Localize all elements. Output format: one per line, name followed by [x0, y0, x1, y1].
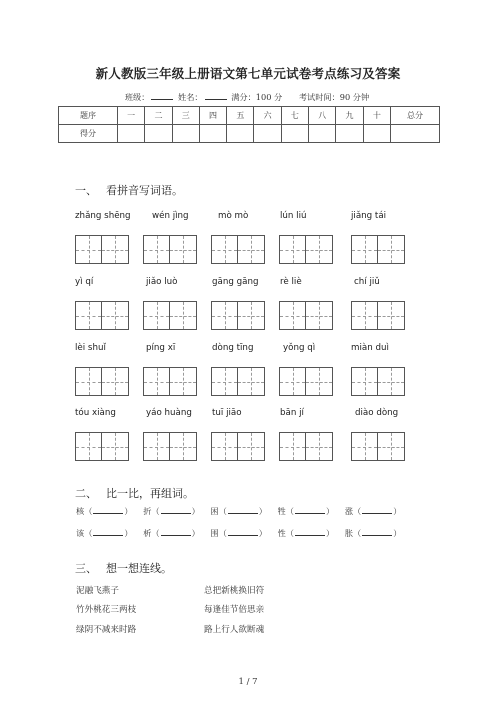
compare-char: 折（ [143, 506, 160, 516]
score-header-cell: 一 [118, 107, 145, 125]
writing-box-pair [211, 432, 265, 462]
score-cell[interactable] [309, 125, 336, 143]
writing-box-pair [351, 301, 405, 331]
tian-zi-ge-cell[interactable] [75, 301, 102, 330]
compare-item [76, 528, 133, 539]
tian-zi-ge-cell[interactable] [378, 301, 405, 330]
poem-left-1[interactable]: 泥融飞燕子 [76, 586, 119, 596]
section-title: 想一想连线。 [106, 562, 172, 575]
pinyin-text: píng xī [146, 343, 176, 353]
compare-item [210, 528, 267, 539]
pinyin-row [0, 343, 496, 357]
score-header-cell: 十 [363, 107, 390, 125]
writing-box-row [0, 235, 496, 265]
pinyin-text: tuī jiāo [212, 408, 242, 418]
compare-char: 性（ [277, 528, 294, 538]
pinyin-text: miàn duì [351, 343, 389, 353]
section-number: 一、 [75, 184, 97, 197]
answer-blank[interactable] [362, 528, 392, 536]
score-table [58, 106, 440, 143]
compare-item [143, 506, 200, 517]
tian-zi-ge-cell[interactable] [75, 235, 102, 264]
tian-zi-ge-cell[interactable] [238, 235, 265, 264]
exam-time: 考试时间：90 分钟 [298, 92, 370, 102]
compare-item [76, 506, 133, 517]
compare-char: 胀（ [344, 528, 362, 538]
pinyin-text: mò mò [218, 211, 249, 221]
answer-blank[interactable] [362, 506, 392, 514]
close-paren: ） [124, 506, 133, 516]
compare-row-2 [76, 528, 409, 539]
poem-left-2[interactable]: 竹外桃花三两枝 [76, 605, 137, 615]
score-header-cell: 六 [254, 107, 281, 125]
tian-zi-ge-cell[interactable] [102, 432, 129, 461]
tian-zi-ge-cell[interactable] [351, 367, 378, 396]
poem-right-1[interactable]: 总把新桃换旧符 [204, 586, 265, 596]
answer-blank[interactable] [161, 506, 191, 514]
tian-zi-ge-cell[interactable] [170, 301, 197, 330]
pinyin-row [0, 408, 496, 422]
writing-box-pair [279, 301, 333, 331]
writing-box-pair [351, 235, 405, 265]
writing-box-row [0, 432, 496, 462]
section-number: 二、 [75, 487, 97, 500]
pinyin-text: wén jìng [152, 211, 189, 221]
exam-info [0, 91, 496, 103]
score-header-cell: 九 [336, 107, 363, 125]
score-header-cell: 三 [172, 107, 199, 125]
score-cell[interactable] [145, 125, 172, 143]
tian-zi-ge-cell[interactable] [102, 235, 129, 264]
score-cell[interactable] [227, 125, 254, 143]
tian-zi-ge-cell[interactable] [279, 432, 306, 461]
close-paren: ） [191, 506, 200, 516]
tian-zi-ge-cell[interactable] [75, 367, 102, 396]
class-label: 班级： [124, 92, 150, 102]
pinyin-row [0, 277, 496, 291]
score-header-cell: 八 [309, 107, 336, 125]
writing-box-pair [211, 301, 265, 331]
writing-box-pair [351, 367, 405, 397]
tian-zi-ge-cell[interactable] [306, 235, 333, 264]
section-title: 比一比，再组词。 [106, 487, 194, 500]
tian-zi-ge-cell[interactable] [279, 235, 306, 264]
writing-box-pair [143, 367, 197, 397]
tian-zi-ge-cell[interactable] [279, 301, 306, 330]
tian-zi-ge-cell[interactable] [306, 367, 333, 396]
compare-char: 牲（ [277, 506, 294, 516]
tian-zi-ge-cell[interactable] [170, 235, 197, 264]
pinyin-text: yǒng qì [283, 343, 316, 353]
score-header-cell: 题序 [59, 107, 118, 125]
writing-box-pair [143, 432, 197, 462]
pinyin-text: yáo huàng [146, 408, 192, 418]
compare-char: 围（ [210, 528, 227, 538]
pinyin-row [0, 211, 496, 225]
close-paren: ） [258, 528, 267, 538]
tian-zi-ge-cell[interactable] [306, 432, 333, 461]
writing-box-pair [75, 301, 129, 331]
poem-right-3[interactable]: 路上行人欲断魂 [204, 625, 265, 635]
pinyin-text: gāng gāng [212, 277, 259, 287]
score-cell[interactable] [254, 125, 281, 143]
writing-box-pair [211, 235, 265, 265]
score-row-label: 得分 [59, 125, 118, 143]
answer-blank[interactable] [295, 506, 325, 514]
answer-blank[interactable] [295, 528, 325, 536]
compare-char: 涨（ [344, 506, 362, 516]
compare-char: 核（ [76, 506, 93, 516]
score-cell[interactable] [391, 125, 440, 143]
tian-zi-ge-cell[interactable] [238, 432, 265, 461]
tian-zi-ge-cell[interactable] [75, 432, 102, 461]
answer-blank[interactable] [93, 528, 123, 536]
answer-blank[interactable] [228, 528, 258, 536]
tian-zi-ge-cell[interactable] [238, 301, 265, 330]
tian-zi-ge-cell[interactable] [211, 432, 238, 461]
close-paren: ） [191, 528, 200, 538]
pinyin-text: tóu xiàng [75, 408, 116, 418]
section-number: 三、 [75, 562, 97, 575]
tian-zi-ge-cell[interactable] [378, 235, 405, 264]
tian-zi-ge-cell[interactable] [102, 367, 129, 396]
tian-zi-ge-cell[interactable] [143, 301, 170, 330]
name-label: 姓名： [178, 92, 203, 102]
answer-blank[interactable] [228, 506, 258, 514]
compare-item [278, 528, 335, 539]
pinyin-text: chí jiǔ [354, 277, 380, 287]
score-cell[interactable] [336, 125, 363, 143]
pinyin-text: rè liè [280, 277, 302, 287]
score-table-header-row [59, 107, 440, 125]
section-3-heading [75, 560, 172, 576]
writing-box-pair [351, 432, 405, 462]
compare-item [210, 506, 267, 517]
tian-zi-ge-cell[interactable] [170, 432, 197, 461]
tian-zi-ge-cell[interactable] [378, 367, 405, 396]
pinyin-text: lèi shuǐ [75, 343, 106, 353]
score-header-cell: 二 [145, 107, 172, 125]
page-number: 1 / 7 [238, 677, 258, 687]
writing-box-pair [75, 432, 129, 462]
tian-zi-ge-cell[interactable] [143, 235, 170, 264]
pinyin-text: yì qí [75, 277, 94, 287]
score-table-score-row [59, 125, 440, 143]
close-paren: ） [326, 528, 335, 538]
tian-zi-ge-cell[interactable] [306, 301, 333, 330]
answer-blank[interactable] [93, 506, 123, 514]
class-blank [151, 91, 173, 100]
writing-box-pair [143, 301, 197, 331]
poem-left-3[interactable]: 绿阴不减来时路 [76, 625, 137, 635]
tian-zi-ge-cell[interactable] [211, 235, 238, 264]
writing-box-pair [211, 367, 265, 397]
section-title: 看拼音写词语。 [106, 184, 183, 197]
score-cell[interactable] [118, 125, 145, 143]
pinyin-text: dòng tīng [212, 343, 254, 353]
compare-char: 该（ [76, 528, 93, 538]
compare-item [278, 506, 335, 517]
poem-right-2[interactable]: 每逢佳节倍思亲 [204, 605, 265, 615]
writing-box-pair [75, 367, 129, 397]
section-1-heading [75, 182, 183, 198]
close-paren: ） [393, 506, 402, 516]
score-header-cell: 五 [227, 107, 254, 125]
tian-zi-ge-cell[interactable] [143, 432, 170, 461]
score-cell[interactable] [363, 125, 390, 143]
tian-zi-ge-cell[interactable] [279, 367, 306, 396]
tian-zi-ge-cell[interactable] [211, 301, 238, 330]
score-cell[interactable] [172, 125, 199, 143]
compare-char: 析（ [143, 528, 160, 538]
writing-box-pair [279, 432, 333, 462]
pinyin-text: lún liú [280, 211, 307, 221]
writing-box-row [0, 301, 496, 331]
writing-box-pair [279, 367, 333, 397]
writing-box-pair [279, 235, 333, 265]
tian-zi-ge-cell[interactable] [170, 367, 197, 396]
pinyin-text: jiǎo luò [146, 277, 178, 287]
tian-zi-ge-cell[interactable] [351, 235, 378, 264]
compare-item [345, 506, 402, 517]
tian-zi-ge-cell[interactable] [238, 367, 265, 396]
writing-box-row [0, 367, 496, 397]
compare-item [345, 528, 402, 539]
score-header-cell: 总分 [391, 107, 440, 125]
tian-zi-ge-cell[interactable] [211, 367, 238, 396]
section-2-heading [75, 485, 194, 501]
close-paren: ） [258, 506, 267, 516]
pinyin-text: jiǎng tái [351, 211, 387, 221]
writing-box-pair [75, 235, 129, 265]
close-paren: ） [393, 528, 402, 538]
tian-zi-ge-cell[interactable] [351, 301, 378, 330]
pinyin-text: bān jí [280, 408, 304, 418]
full-score: 满分：100 分 [231, 92, 283, 102]
compare-item [143, 528, 200, 539]
compare-row-1 [76, 506, 409, 517]
score-cell[interactable] [281, 125, 308, 143]
page-title: 新人教版三年级上册语文第七单元试卷考点练习及答案 [95, 66, 401, 81]
name-blank [205, 91, 227, 100]
answer-blank[interactable] [161, 528, 191, 536]
tian-zi-ge-cell[interactable] [143, 367, 170, 396]
close-paren: ） [124, 528, 133, 538]
tian-zi-ge-cell[interactable] [378, 432, 405, 461]
tian-zi-ge-cell[interactable] [351, 432, 378, 461]
pinyin-text: zhǎng shēng [75, 211, 131, 221]
writing-box-pair [143, 235, 197, 265]
compare-char: 困（ [210, 506, 227, 516]
score-cell[interactable] [199, 125, 226, 143]
pinyin-text: diào dòng [355, 408, 399, 418]
score-header-cell: 七 [281, 107, 308, 125]
tian-zi-ge-cell[interactable] [102, 301, 129, 330]
close-paren: ） [326, 506, 335, 516]
score-header-cell: 四 [199, 107, 226, 125]
